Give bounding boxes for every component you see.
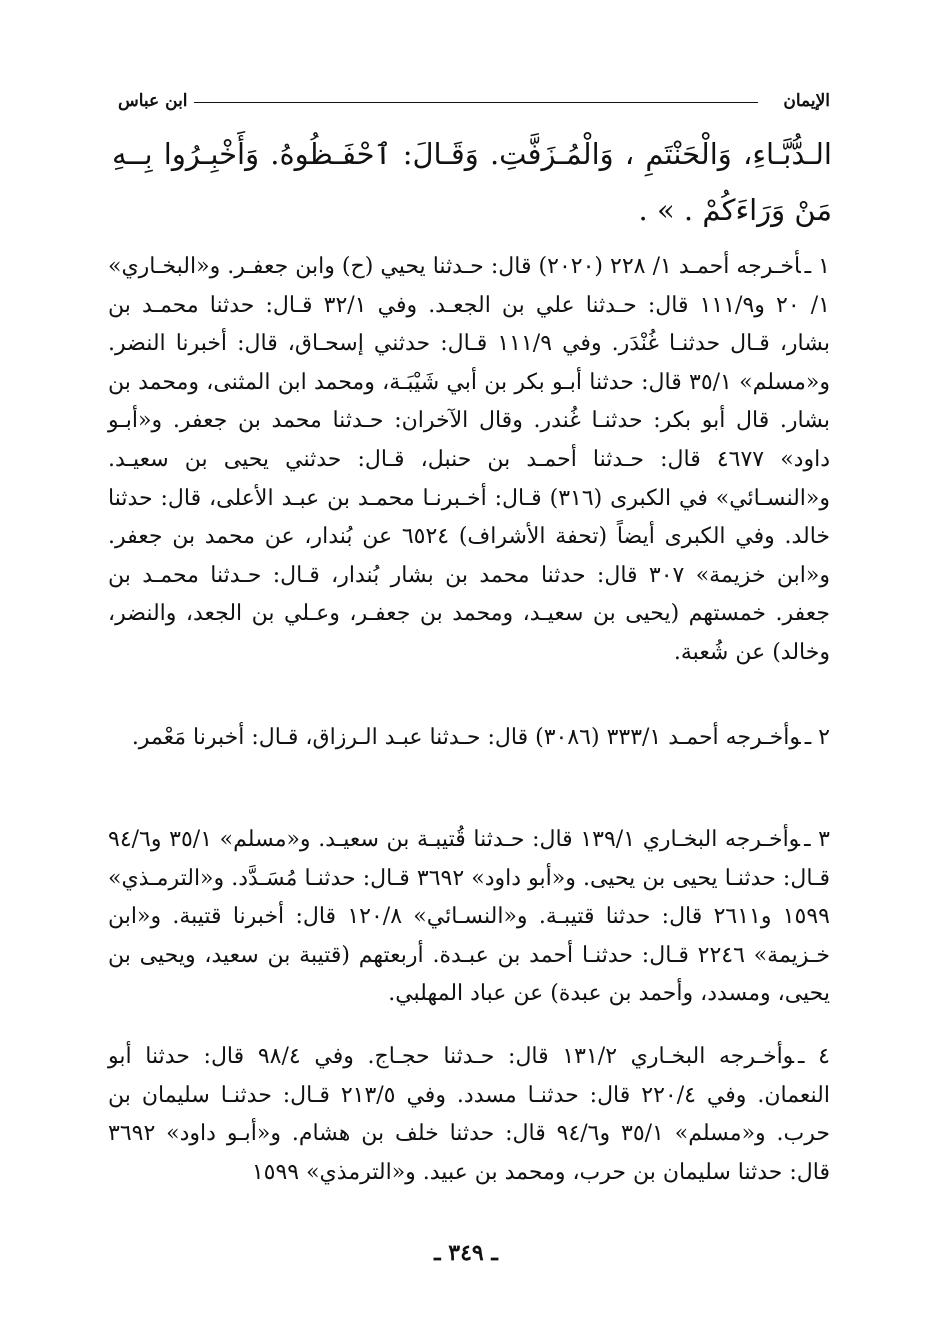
footnotes xyxy=(108,248,830,1207)
footnote-number: ١ ـ xyxy=(804,254,830,279)
narrator-title: ابن عباس xyxy=(118,90,194,112)
footnote-text: وأخـرجه البخـاري ١٣٩/١ قال: حـدثنا قُتيبـة بن سعيـد. و«مسلم» ٣٥/١ و٩٤/٦ قـال: حدثنـا يحيى بن يحيى. و«أبو داود» ٣٦٩٢ قـال: حدثنـا مُسَـدَّد. و«الترمـذي» ١٥٩٩ و٢٦١١ قال: حدثنا قتيبـة. و«النسـائي» ١٢٠/٨ قال: أخبرنا قتيبة. و«ابن خـزيمة» ٢٢٤٦ قـال: حدثنـا أحمد بن عبـدة. أربعتهم (قتيبة بن سعيد، ويحيى بن يحيى، ومسدد، وأحمد بن عبدة) عن عباد المهلبي. xyxy=(108,827,830,1007)
footnote-text: أخـرجه أحمـد ١/ ٢٢٨ (٢٠٢٠) قال: حـدثنا يحيي (ح) وابن جعفـر. و«البخـاري» ١/ ٢٠ و١١١/٩ قال: حـدثنا علي بن الجعـد. وفي ٣٢/١ قـال: حدثنا محمـد بن بشار، قـال حدثنـا غُنْدَر. وفي ١١١/٩ قـال: حدثني إسحـاق، قال: أخبرنا النضر. و«مسلم» ٣٥/١ قال: حدثنا أبـو بكر بن أبي شَيْبَـة، ومحمد ابن المثنى، ومحمد بن بشار. قال أبو بكر: حدثنـا غُندر. وقال الآخران: حـدثنا محمد بن جعفر. و«أبـو داود» ٤٦٧٧ قال: حـدثنا أحمـد بن حنبل، قـال: حدثني يحيى بن سعيـد. و«النسـائي» في الكبرى (٣١٦) قـال: أخـبرنـا محمـد بن عبـد الأعلى، قال: حدثنا خالد. وفي الكبرى أيضاً (تحفة الأشراف) ٦٥٢٤ عن بُندار، عن محمد بن جعفر. و«ابن خزيمة» ٣٠٧ قال: حدثنا محمد بن بشار بُندار، قـال: حـدثنا محمـد بن جعفر. خمستهم (يحيى بن سعيـد، ومحمد بن جعفـر، وعـلي بن الجعد، والنضر، وخالد) عن شُعبة. xyxy=(108,254,831,665)
footnote-number: ٣ ـ xyxy=(804,827,830,852)
footnote-text: وأخـرجه البخـاري ١٣١/٢ قال: حـدثنا حجـاج. وفي ٩٨/٤ قال: حدثنا أبو النعمان. وفي ٢٢٠/٤ قال: حدثنـا مسدد. وفي ٢١٣/٥ قـال: حدثنـا سليمان بن حرب. و«مسلم» ٣٥/١ و٩٤/٦ قال: حدثنا خلف بن هشام. و«أبـو داود» ٣٦٩٢ قال: حدثنا سليمان بن حرب، ومحمد بن عبيد. و«الترمذي» ١٥٩٩ xyxy=(108,1044,830,1185)
running-header xyxy=(118,90,830,114)
footnote-number: ٢ ـ xyxy=(804,725,830,750)
footnote-3 xyxy=(108,821,830,1016)
footnote-1 xyxy=(108,248,830,704)
hadith-text: الـدُّبَّـاءِ، وَالْحَنْتَمِ ، وَالْمُـزَفَّتِ. وَقَـالَ: ٱحْفَـظُوهُ. وَأَخْبِـرُوا بِــهِ مَنْ وَرَاءَكُمْ . » . xyxy=(112,137,832,227)
footnote-2 xyxy=(108,719,830,801)
header-rule xyxy=(188,102,758,103)
footnote-number: ٤ ـ xyxy=(798,1044,830,1069)
footnote-4 xyxy=(108,1038,830,1192)
page-number: ـ ٣٤٩ ـ xyxy=(434,1240,498,1266)
chapter-title: الإيمان xyxy=(777,90,830,112)
footnote-text: وأخـرجه أحمـد ٣٣٣/١ (٣٠٨٦) قال: حـدثنا عبـد الـرزاق، قـال: أخبرنا مَعْمر. xyxy=(131,725,801,750)
